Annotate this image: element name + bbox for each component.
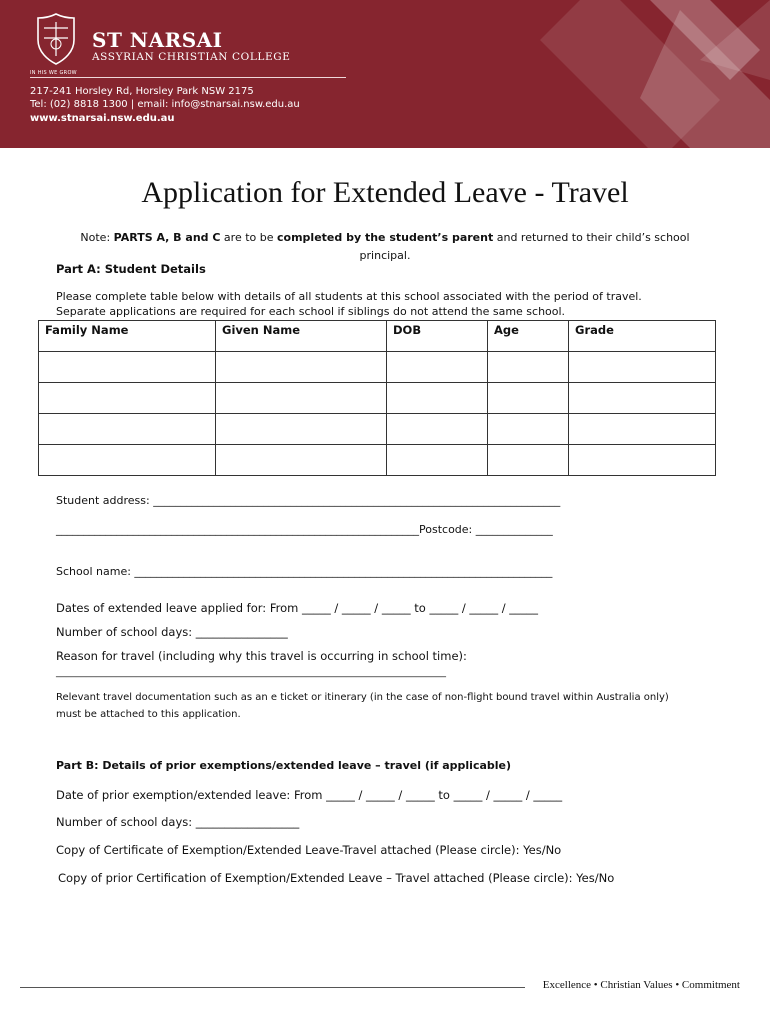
cell-given-name[interactable] xyxy=(216,383,387,414)
header-divider xyxy=(30,77,346,78)
cell-dob[interactable] xyxy=(387,383,488,414)
cell-family-name[interactable] xyxy=(39,383,216,414)
cell-age[interactable] xyxy=(488,383,569,414)
letterhead xyxy=(0,0,770,148)
cell-given-name[interactable] xyxy=(216,445,387,476)
note-suffix: and returned to their child’s school principal. xyxy=(359,231,690,262)
col-grade: Grade xyxy=(569,321,716,352)
cell-grade[interactable] xyxy=(569,352,716,383)
cell-given-name[interactable] xyxy=(216,352,387,383)
school-name-field[interactable]: School name: ____________________________________________________________________________ xyxy=(56,565,553,578)
school-contact: Tel: (02) 8818 1300 | email: info@stnarsai.nsw.edu.au xyxy=(30,99,300,110)
cell-age[interactable] xyxy=(488,414,569,445)
school-crest-icon xyxy=(34,12,78,66)
footer-divider xyxy=(20,987,525,988)
cell-grade[interactable] xyxy=(569,445,716,476)
note-prefix: Note: xyxy=(80,231,114,244)
note-completed: completed by the student’s parent xyxy=(277,231,494,244)
cell-age[interactable] xyxy=(488,352,569,383)
cell-given-name[interactable] xyxy=(216,414,387,445)
reason-field[interactable]: ______________________________________________________________________________ xyxy=(56,667,446,678)
documentation-note: Relevant travel documentation such as an e ticket or itinerary (in the case of non-flight bound travel within Australia only) must be attached to this application. xyxy=(56,692,669,720)
col-given-name: Given Name xyxy=(216,321,387,352)
school-name: ST NARSAI xyxy=(92,28,223,52)
footer-values: Excellence • Christian Values • Commitment xyxy=(542,979,740,991)
form-title: Application for Extended Leave - Travel xyxy=(141,176,629,209)
table-row xyxy=(39,352,716,383)
school-days-field[interactable]: Number of school days: ________________ xyxy=(56,625,288,639)
note-middle: are to be xyxy=(220,231,278,244)
decorative-diamonds xyxy=(0,0,770,148)
certificate-copy-field[interactable]: Copy of Certificate of Exemption/Extended Leave-Travel attached (Please circle): Yes/No xyxy=(56,843,562,857)
table-row xyxy=(39,414,716,445)
table-row xyxy=(39,383,716,414)
col-dob: DOB xyxy=(387,321,488,352)
cell-family-name[interactable] xyxy=(39,352,216,383)
cell-grade[interactable] xyxy=(569,414,716,445)
cell-family-name[interactable] xyxy=(39,414,216,445)
prior-exemption-date-field[interactable]: Date of prior exemption/extended leave: From _____ / _____ / _____ to _____ / _____ / _____ xyxy=(56,788,563,802)
school-address: 217-241 Horsley Rd, Horsley Park NSW 2175 xyxy=(30,86,254,97)
school-website[interactable]: www.stnarsai.nsw.edu.au xyxy=(30,113,175,124)
note-parts: PARTS A, B and C xyxy=(113,231,221,244)
part-a-instruction-2: Separate applications are required for each school if siblings do not attend the same school. xyxy=(56,305,566,318)
school-subtitle: ASSYRIAN CHRISTIAN COLLEGE xyxy=(92,51,291,63)
cell-dob[interactable] xyxy=(387,352,488,383)
prior-school-days-field[interactable]: Number of school days: __________________ xyxy=(56,815,300,829)
table-row xyxy=(39,445,716,476)
col-family-name: Family Name xyxy=(39,321,216,352)
student-details-table xyxy=(38,320,716,476)
reason-label: Reason for travel (including why this travel is occurring in school time): xyxy=(56,649,467,663)
cell-family-name[interactable] xyxy=(39,445,216,476)
form-note xyxy=(60,229,710,265)
school-motto: IN HIS WE GROW xyxy=(30,70,77,76)
cell-dob[interactable] xyxy=(387,414,488,445)
postcode-field[interactable]: __________________________________________________________________Postcode: ______________ xyxy=(56,523,553,536)
cell-dob[interactable] xyxy=(387,445,488,476)
student-address-field[interactable]: Student address: __________________________________________________________________________ xyxy=(56,494,561,507)
part-a-heading: Part A: Student Details xyxy=(56,262,206,276)
col-age: Age xyxy=(488,321,569,352)
leave-dates-field[interactable]: Dates of extended leave applied for: From _____ / _____ / _____ to _____ / _____ / _____ xyxy=(56,601,539,615)
table-header-row xyxy=(39,321,716,352)
part-a-instruction-1: Please complete table below with details of all students at this school associated with the period of travel. xyxy=(56,290,642,303)
part-b-heading: Part B: Details of prior exemptions/extended leave – travel (if applicable) xyxy=(56,759,512,772)
cell-grade[interactable] xyxy=(569,383,716,414)
certification-copy-field[interactable]: Copy of prior Certification of Exemption/Extended Leave – Travel attached (Please circle): Yes/No xyxy=(58,871,615,885)
cell-age[interactable] xyxy=(488,445,569,476)
